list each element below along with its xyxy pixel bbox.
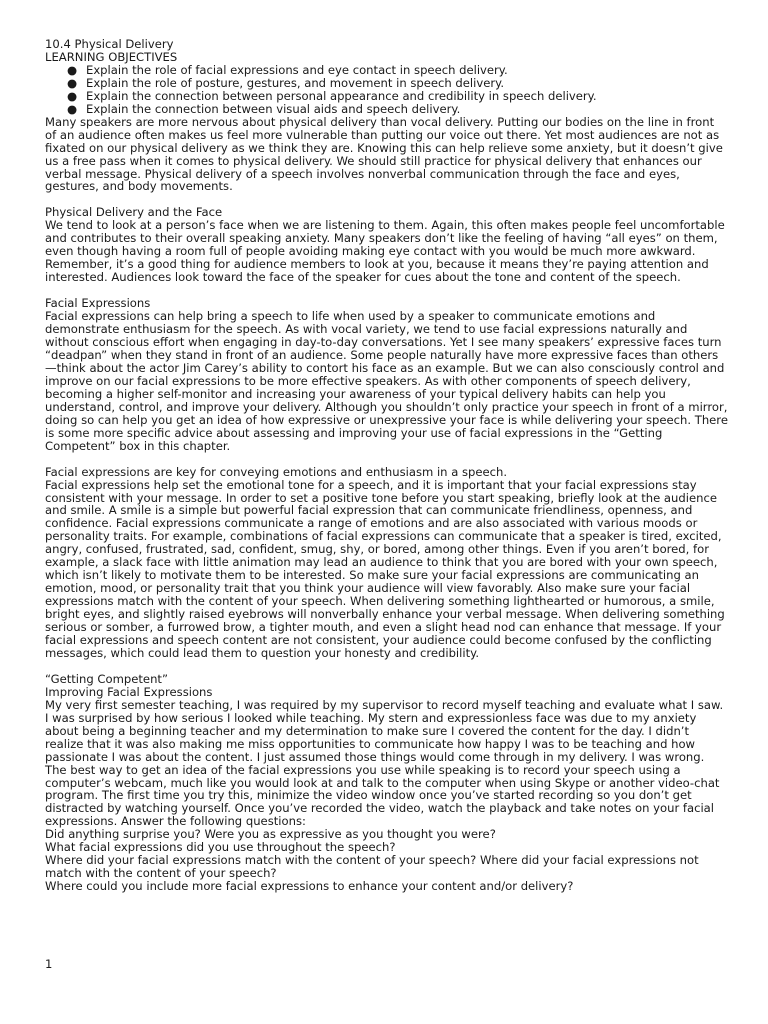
page-number: 1 [45,957,53,971]
question-item: What facial expressions did you use throughout the speech? [45,840,396,855]
question-item: Where could you include more facial expressions to enhance your content and/or delivery? [45,879,574,894]
face-paragraph: We tend to look at a person’s face when we are listening to them. Again, this often makes people feel uncomfortable and contributes to their overall speaking anxiety. Many speakers don’t like the feeling of having “all eyes” on them, even though having a room full of people avoiding making eye contact with you would be much more awkward. Remember, it’s a good thing for audience members to look at you, because it means they’re paying attention and interested. Audiences look toward the face of the speaker for cues about the tone and content of the speech. [45,218,725,285]
section-title: 10.4 Physical Delivery [45,37,174,51]
question-item: Where did your facial expressions match with the content of your speech? Where did your facial expressions not match with the content of your speech? [45,853,699,881]
getting-competent-title: Improving Facial Expressions [45,684,213,699]
objective-item: ● Explain the connection between visual aids and speech delivery. [67,101,461,116]
getting-competent-label: “Getting Competent” [45,671,168,686]
bullet-icon: ● [67,62,78,77]
facial-expressions-heading: Facial Expressions [45,296,151,311]
key-sentence: Facial expressions are key for conveying emotions and enthusiasm in a speech. [45,464,508,479]
objective-item: ● Explain the connection between personal appearance and credibility in speech delivery. [67,88,597,103]
intro-paragraph: Many speakers are more nervous about physical delivery than vocal delivery. Putting our bodies on the line in front of an audience often makes us feel more vulnerable than putting our voice out there. Yet most audiences are not as fixated on our physical delivery as we think they are. Knowing this can help relieve some anxiety, but it doesn’t give us a free pass when it comes to physical delivery. We should still practice for physical delivery that enhances our verbal message. Physical delivery of a speech involves nonverbal communication through the face and eyes, gestures, and body movements. [45,114,723,194]
question-item: Did anything surprise you? Were you as expressive as you thought you were? [45,827,496,842]
face-heading: Physical Delivery and the Face [45,205,223,220]
facial-expressions-paragraph: Facial expressions can help bring a speech to life when used by a speaker to communicate emotions and demonstrate enthusiasm for the speech. As with vocal variety, we tend to use facial expressions naturally and without conscious effort when engaging in day-to-day conversations. Yet I see many speakers’ expressive faces turn “deadpan” when they stand in front of an audience. Some people naturally have more expressive faces than others—think about the actor Jim Carey’s ability to contort his face as an example. But we can also consciously control and improve on our facial expressions to be more effective speakers. As with other components of speech delivery, becoming a higher self-monitor and increasing your awareness of your typical delivery habits can help you understand, control, and improve your delivery. Although you shouldn’t only practice your speech in front of a mirror, doing so can help you get an idea of how expressive or unexpressive your face is while delivering your speech. There is some more specific advice about assessing and improving your use of facial expressions in the “Getting Competent” box in this chapter. [45,309,728,453]
bullet-icon: ● [67,88,78,103]
bullet-icon: ● [67,101,78,116]
tone-paragraph: Facial expressions help set the emotional tone for a speech, and it is important that your facial expressions stay consistent with your message. In order to set a positive tone before you start speaking, briefly look at the audience and smile. A smile is a simple but powerful facial expression that can communicate friendliness, openness, and confidence. Facial expressions communicate a range of emotions and are also associated with various moods or personality traits. For example, combinations of facial expressions can communicate that a speaker is tired, excited, angry, confused, frustrated, sad, confident, smug, shy, or bored, among other things. Even if you aren’t bored, for example, a slack face with little animation may lead an audience to think that you are bored with your own speech, which isn’t likely to motivate them to be interested. So make sure your facial expressions are communicating an emotion, mood, or personality trait that you think your audience will view favorably. Also make sure your facial expressions match with the content of your speech. When delivering something lighthearted or humorous, a smile, bright eyes, and slightly raised eyebrows will nonverbally enhance your verbal message. When delivering something serious or somber, a furrowed brow, a tighter mouth, and even a slight head nod can enhance that message. If your facial expressions and speech content are not consistent, your audience could become confused by the conflicting messages, which could lead them to question your honesty and credibility. [45,477,725,660]
objective-item: ● Explain the role of facial expressions and eye contact in speech delivery. [67,62,508,77]
objective-item: ● Explain the role of posture, gestures, and movement in speech delivery. [67,75,505,90]
getting-competent-paragraph: My very first semester teaching, I was required by my supervisor to record myself teaching and evaluate what I saw. I was surprised by how serious I looked while teaching. My stern and expressionless face was due to my anxiety about being a beginning teacher and my determination to make sure I covered the content for the day. I didn’t realize that it was also making me miss opportunities to communicate how happy I was to be teaching and how passionate I was about the content. I just assumed those things would come through in my delivery. I was wrong. The best way to get an idea of the facial expressions you use while speaking is to record your speech using a computer’s webcam, much like you would look at and talk to the computer when using Skype or another video-chat program. The first time you try this, minimize the video window once you’ve started recording so you don’t get distracted by watching yourself. Once you’ve recorded the video, watch the playback and take notes on your facial expressions. Answer the following questions: [45,697,724,829]
objectives-list [45,64,728,116]
objectives-heading: LEARNING OBJECTIVES [45,49,178,64]
bullet-icon: ● [67,75,78,90]
